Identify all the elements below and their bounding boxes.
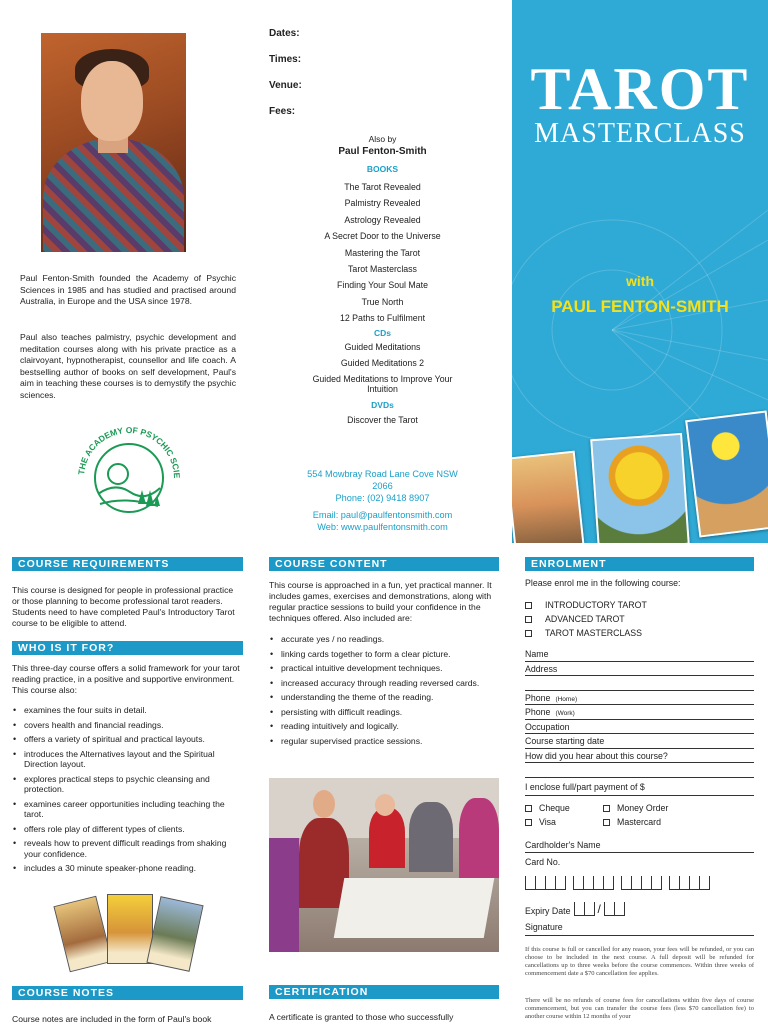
expiry-label: Expiry Date [525, 906, 571, 916]
form-line-sublabel: (Home) [555, 695, 578, 703]
dvd-title: Discover the Tarot [347, 414, 418, 425]
course-checkbox[interactable] [525, 602, 532, 609]
who-text: This three-day course offers a solid framework for your tarot reading practice, in a positive and supportive environment. This course also: [12, 663, 240, 695]
content-list-item: • reading intuitively and logically. [269, 721, 499, 732]
tarot-card-3 [685, 410, 768, 537]
dvds-heading: DVDs [371, 399, 394, 410]
signature-label: Signature [525, 922, 563, 932]
content-list [269, 634, 499, 746]
requirements-text: This course is designed for people in professional practice or those planning to become professional tarot readers. Students need to have completed Paul's Introductory Tarot course to be eligible to attend. [12, 585, 235, 628]
money-order-label: Money Order [617, 803, 669, 813]
cd-title: Guided Meditations to Improve Your Intuition [312, 373, 453, 394]
book-title: Mastering the Tarot [344, 247, 421, 258]
notes-heading: COURSE NOTES [12, 986, 243, 1000]
enrolment-intro: Please enrol me in the following course: [525, 578, 681, 588]
author-photo [41, 33, 186, 252]
tarot-card-1 [512, 451, 585, 543]
who-list [12, 705, 243, 874]
dates-label: Dates: [269, 28, 300, 39]
money-order-checkbox[interactable] [603, 805, 610, 812]
cover-with: with [626, 273, 654, 289]
payment-methods [525, 801, 754, 829]
form-line-label: Name [525, 649, 549, 659]
bio-paragraph-2: Paul also teaches palmistry, psychic development and meditation courses along with his private practice as a clairvoyant, hypnotherapist, counsellor and life coach. A bestselling author of books on self development, Paul's aim in teaching these courses is to demystify the psychic sciences. [20, 332, 236, 400]
payment-label: I enclose full/part payment of $ [525, 782, 645, 792]
form-line-sublabel: (Work) [555, 710, 575, 717]
card-digit-box[interactable] [651, 876, 662, 890]
course-options [525, 598, 647, 640]
visa-label: Visa [539, 817, 556, 827]
bio-paragraph-1: Paul Fenton-Smith founded the Academy of Psychic Sciences in 1985 and has studied and practised around Australia, in Europe and the USA since 1978. [20, 273, 236, 306]
form-line-label: Phone [525, 692, 551, 703]
who-list-item: • offers role play of different types of clients. [12, 824, 243, 835]
cheque-option[interactable] [525, 801, 603, 815]
content-list-item: • linking cards together to form a clear picture. [269, 649, 499, 660]
course-checkbox[interactable] [525, 616, 532, 623]
left-bottom-column [12, 557, 243, 878]
course-label: TAROT MASTERCLASS [545, 628, 642, 638]
cover-author-name: PAUL FENTON-SMITH [551, 297, 729, 316]
cd-title: Guided Meditations 2 [340, 357, 425, 368]
also-by [300, 134, 465, 425]
signature-line[interactable] [525, 922, 754, 936]
tarot-card-2 [590, 433, 690, 543]
visa-checkbox[interactable] [525, 819, 532, 826]
book-title: Finding Your Soul Mate [337, 280, 428, 291]
contact-block [300, 468, 465, 533]
academy-logo [70, 416, 188, 534]
content-list-item: • regular supervised practice sessions. [269, 736, 499, 747]
notes-text: Course notes are included in the form of Paul's book [12, 1014, 212, 1024]
form-line[interactable] [525, 763, 754, 778]
money-order-option[interactable] [603, 801, 668, 815]
card-digit-group[interactable] [669, 876, 709, 892]
contact-address: 554 Mowbray Road Lane Cove NSW 2066 [307, 469, 458, 491]
card-number-boxes[interactable] [525, 876, 754, 892]
expiry-row [525, 902, 624, 916]
form-line-label: How did you hear about this course? [525, 750, 668, 761]
cds-heading: CDs [373, 327, 391, 338]
book-title: Astrology Revealed [344, 214, 421, 225]
form-line[interactable] [525, 647, 754, 662]
course-option[interactable] [525, 598, 647, 612]
who-list-item: • offers a variety of spiritual and practical layouts. [12, 734, 243, 745]
form-line[interactable] [525, 662, 754, 677]
class-photo [269, 778, 499, 952]
card-digit-group[interactable] [621, 876, 661, 892]
card-digit-group[interactable] [573, 876, 613, 892]
who-heading: WHO IS IT FOR? [12, 641, 243, 655]
content-text: This course is approached in a fun, yet practical manner. It includes games, exercises and demonstrations, along with regular practice sessions to build your confidence in the techniques offered. Also included are: [269, 580, 492, 623]
certification-text: A certificate is granted to those who successfully [269, 1012, 454, 1022]
form-line-label: Course starting date [525, 736, 605, 746]
mastercard-option[interactable] [603, 815, 661, 829]
mastercard-checkbox[interactable] [603, 819, 610, 826]
logo-text: THE ACADEMY OF PSYCHIC SCIE [76, 424, 183, 479]
form-line-label: Occupation [525, 721, 570, 732]
venue-label: Venue: [269, 80, 302, 91]
books-heading: BOOKS [366, 164, 399, 174]
content-heading: COURSE CONTENT [269, 557, 499, 571]
cover-title-masterclass: MASTERCLASS [534, 118, 746, 149]
cover-panel [512, 0, 768, 543]
course-checkbox[interactable] [525, 630, 532, 637]
times-label: Times: [269, 54, 302, 65]
form-line[interactable] [525, 705, 754, 720]
cover-title-tarot: TAROT [530, 56, 750, 122]
content-list-item: • practical intuitive development techniques. [269, 663, 499, 674]
expiry-boxes[interactable]: / [574, 902, 623, 916]
contact-phone: Phone: (02) 9418 8907 [335, 493, 430, 503]
card-digit-box[interactable] [603, 876, 614, 890]
content-list-item: • increased accuracy through reading reversed cards. [269, 678, 499, 689]
card-digit-box[interactable] [699, 876, 710, 890]
form-line[interactable] [525, 676, 754, 691]
requirements-heading: COURSE REQUIREMENTS [12, 557, 243, 571]
content-list-item: • persisting with difficult readings. [269, 707, 499, 718]
form-line-label: Phone [525, 707, 551, 717]
card-no-label: Card No. [525, 857, 561, 867]
who-list-item: • examines career opportunities including teaching the tarot. [12, 799, 243, 820]
course-option[interactable] [525, 626, 647, 640]
who-list-item: • introduces the Alternatives layout and the Spiritual Direction layout. [12, 749, 243, 770]
payment-line[interactable] [525, 782, 754, 796]
who-list-item: • includes a 30 minute speaker-phone reading. [12, 863, 243, 874]
cheque-label: Cheque [539, 803, 570, 813]
content-list-item: • accurate yes / no readings. [269, 634, 499, 645]
tarot-cards-illustration [55, 892, 205, 974]
cardholder-line[interactable] [525, 840, 754, 853]
cheque-checkbox[interactable] [525, 805, 532, 812]
card-digit-box[interactable] [555, 876, 566, 890]
course-label: INTRODUCTORY TAROT [545, 600, 647, 610]
cd-title: Guided Meditations [344, 341, 421, 352]
book-title: 12 Paths to Fulfilment [339, 313, 426, 324]
course-option[interactable] [525, 612, 647, 626]
form-line-label: Address [525, 663, 558, 674]
refund-policy-2: There will be no refunds of course fees for cancellations within five days of course commencement, but you can transfer the course fees (less $70 cancellation fee) to another course within 12 months of your [525, 997, 754, 1020]
form-line[interactable] [525, 734, 754, 749]
contact-email[interactable]: Email: paul@paulfentonsmith.com [312, 510, 453, 520]
book-title: True North [361, 296, 404, 307]
who-list-item: • reveals how to prevent difficult readings from shaking your confidence. [12, 838, 243, 859]
also-by-intro: Also by [368, 134, 397, 144]
content-list-item: • understanding the theme of the reading. [269, 692, 499, 703]
card-digit-group[interactable] [525, 876, 565, 892]
also-by-author: Paul Fenton-Smith [338, 146, 427, 157]
refund-policy-1: If this course is full or cancelled for any reason, your fees will be refunded, or you can choose to be included in the next course. A full deposit will be refunded for cancellations up to three weeks before the course commences. Within three weeks of commencement date a $70 cancellation fee applies. [525, 946, 754, 977]
enrolment-heading: ENROLMENT [525, 557, 754, 571]
dvds-list [300, 415, 465, 425]
fees-label: Fees: [269, 106, 296, 117]
who-list-item: • examines the four suits in detail. [12, 705, 243, 716]
certification-heading: CERTIFICATION [269, 985, 499, 999]
form-line[interactable] [525, 691, 754, 706]
course-label: ADVANCED TAROT [545, 614, 625, 624]
book-title: Palmistry Revealed [344, 198, 421, 209]
mastercard-label: Mastercard [617, 817, 661, 827]
book-title: The Tarot Revealed [344, 182, 421, 192]
form-line[interactable] [525, 720, 754, 735]
book-title: A Secret Door to the Universe [324, 231, 441, 242]
contact-web[interactable]: Web: www.paulfentonsmith.com [317, 522, 448, 532]
cardholder-label: Cardholder's Name [525, 840, 601, 850]
book-title: Tarot Masterclass [348, 264, 417, 275]
cds-list [300, 342, 465, 394]
form-line[interactable] [525, 749, 754, 764]
enrolment-form [525, 647, 754, 778]
visa-option[interactable] [525, 815, 603, 829]
middle-bottom-column [269, 557, 499, 750]
who-list-item: • covers health and financial readings. [12, 720, 243, 731]
who-list-item: • explores practical steps to psychic cleansing and protection. [12, 774, 243, 795]
books-list [300, 179, 465, 327]
